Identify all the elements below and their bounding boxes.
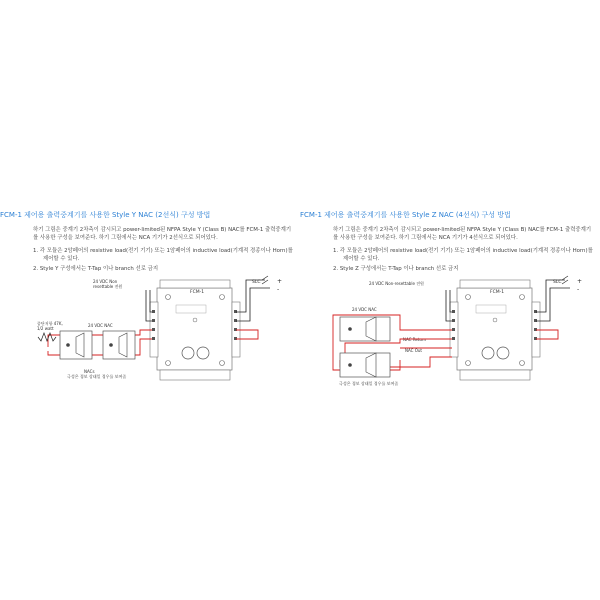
slc-minus: - — [577, 286, 580, 293]
style-z-item-2: 2. Style Z 구성에서는 T-Tap 이나 branch 선로 금지 — [333, 266, 459, 272]
nac-device-2 — [103, 331, 135, 359]
style-y-title: FCM-1 제어용 출력중계기를 사용한 Style Y NAC (2선식) 구성 방법 — [0, 211, 211, 219]
out-label: NAC Out — [405, 348, 422, 353]
style-y-wiring-diagram — [0, 275, 300, 385]
style-z-intro: 하기 그림은 중계기 2차측이 감시되고 power-limited된 NFPA Style Y (Class B) NAC를 FCM-1 출력중계기를 사용한 구성을 보여준다. 하기 그림에서는 NCA 기기가 4선식으로 되어있다. — [333, 227, 592, 241]
style-y-item-2: 2. Style Y 구성에서는 T-Tap 이나 branch 선로 금지 — [33, 266, 159, 272]
return-label: NAC Return — [403, 337, 426, 342]
eol-label-2: 1/2 watt — [37, 326, 54, 331]
style-z-item-1-cont: 제어할 수 있다. — [343, 256, 380, 262]
power-label: 24 VDC Non — [93, 279, 118, 284]
nac-device-2 — [340, 353, 390, 377]
module-label: FCM-1 — [490, 290, 505, 295]
slc-plus: + — [277, 278, 283, 285]
style-z-wiring-diagram — [300, 275, 600, 385]
style-y-item-1 — [33, 247, 295, 263]
style-y-item-1-cont: 제어할 수 있다. — [43, 256, 80, 262]
slc-minus: - — [277, 286, 280, 293]
nac-label: 24 VDC NAC — [88, 323, 113, 328]
slc-label: SLC — [553, 280, 562, 285]
style-z-panel — [300, 0, 600, 600]
eol-resistor — [38, 333, 56, 341]
polarity-label: 극성은 경보 상태일 경우를 보여줌 — [339, 381, 399, 386]
nac-device-1 — [340, 317, 390, 341]
power-label-2: resettable 전원 — [93, 284, 123, 289]
nac-label: 24 VDC NAC — [352, 307, 377, 312]
eol-label: 종단저항 47K, — [37, 321, 63, 326]
power-label: 24 VDC Non-resettable 전원 — [369, 281, 424, 286]
style-y-intro: 하기 그림은 중계기 2차측이 감시되고 power-limited된 NFPA Style Y (Class B) NAC를 FCM-1 출력중계기를 사용한 구성을 보여준다. 하기 그림에서는 NCA 기기가 2선식으로 되어있다. — [33, 227, 292, 241]
style-z-item-1 — [333, 247, 595, 263]
slc-label: SLC — [252, 280, 261, 285]
nacs-label: NACs — [84, 369, 95, 374]
fcm1-module-left — [150, 280, 240, 380]
module-label: FCM-1 — [190, 290, 205, 295]
fcm1-module-right — [450, 280, 540, 380]
style-z-title: FCM-1 제어용 출력중계기를 사용한 Style Z NAC (4선식) 구성 방법 — [300, 211, 511, 219]
slc-plus: + — [577, 278, 583, 285]
nac-device-1 — [60, 331, 92, 359]
polarity-label: 극성은 경보 상태일 경우를 보여줌 — [67, 374, 127, 379]
style-z-item-1-text: 1. 각 모듈은 2암페어의 resistive load(전기 기기) 또는 1암페어의 inductive load(기계적 경종이나 Horn)를 — [333, 248, 593, 254]
style-y-item-1-text: 1. 각 모듈은 2암페어의 resistive load(전기 기기) 또는 1암페어의 inductive load(기계적 경종이나 Horn)를 — [33, 248, 293, 254]
